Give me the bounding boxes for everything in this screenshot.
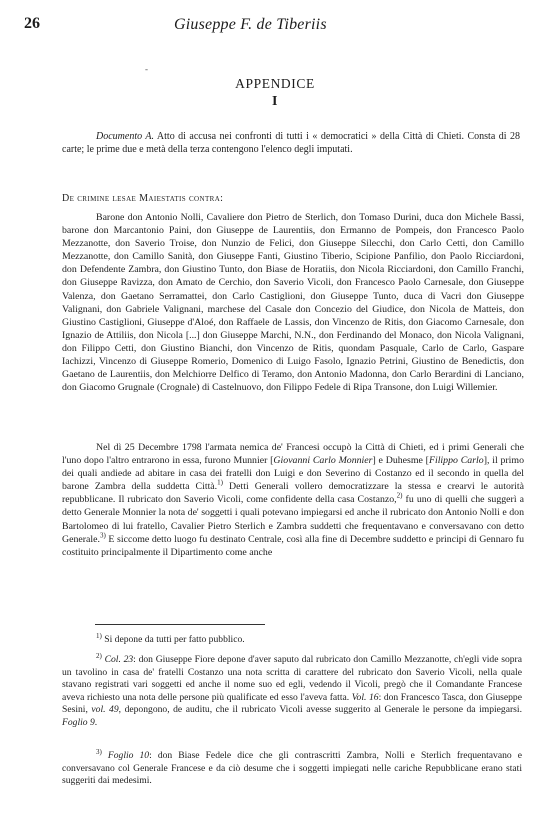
- footnote-text: : don Biase Fedele dice che gli contrascritti Zambra, Nolli e Sterlich frequentavano e conversavano col Generale Francese e da ciò desume che i soggetti impiegati nelle cariche Repubblicane erano stati suggeriti dai medesimi.: [62, 750, 522, 787]
- footnote-source-ref: Vol. 16: [351, 691, 379, 703]
- footnote-3: [62, 747, 522, 788]
- page-header: [24, 15, 526, 37]
- narrative-text: fu uno di quelli che suggerì a detto Generale Monnier la nota de' soggetti i quali potevano impiegarsi ed anche il rubricato don Antonio Nolli e don Bartolomeo di lui fratello, Cavalier Pietro Sterlich e Zambra suddetti che frequentavano e conversavano con detto Generale.: [62, 494, 524, 545]
- document-note: [62, 130, 520, 156]
- stray-mark: -: [145, 64, 148, 74]
- footnote-source-ref: Foglio 10: [107, 750, 150, 761]
- narrative-text: E siccome detto luogo fu destinato Centrale, così alla fine di Decembre suddetto e principi di Gennaro fu costituito principalmente il Dipartimento come anche: [62, 533, 524, 558]
- footnote-text: : don Giuseppe Fiore depone d'aver saputo dal rubricato don Camillo Mezzanotte, ch'egli vide sopra un tavolino in casa de' fratelli Costanzo una nota scritta di carattere del rubricato don Saverio Vicoli, nella quale stavano registrati vari soggetti ed anche il nome suo ed egli, vedendo il Vicoli, pregò che il Comandante Francese aveva richiesto una nota delle persone più qualificate ed esso l'aveva fatta.: [62, 654, 522, 703]
- narrative-text: Nel dì 25 Decembre 1798 l'armata nemica de' Francesi occupò la Città di Chieti, ed i primi Generali che l'uno dopo l'altro entrarono in essa, furono Munnier [: [62, 442, 524, 467]
- footnote-marker: 3): [96, 747, 102, 756]
- footnote-2: [62, 651, 522, 730]
- footnote-reference: 2): [396, 492, 403, 501]
- footnote-text: , depongono, de auditu, che il rubricato Vicoli avesse suggerito al Generale le persone da impiegarsi.: [118, 704, 522, 716]
- document-label: Documento A.: [96, 131, 154, 142]
- footnote-text: .: [94, 716, 98, 728]
- narrative-italic-name: Giovanni Carlo Monnier: [273, 455, 373, 467]
- page-number: 26: [24, 15, 40, 32]
- defendants-paragraph: Barone don Antonio Nolli, Cavaliere don Pietro de Sterlich, don Tomaso Durini, duca don Michele Bassi, barone don Marcantonio Paini, don Giuseppe de Laurentiis, don Ermanno de Pompeis, don Francesco Paolo Mezzanotte, don Saverio Troise, don Nunzio de Felici, don Giuseppe Silecchi, don Carlo Cetti, don Camillo Mezzanotte, don Camillo Sanità, don Giuseppe Fanti, Giustino Tiberio, Scipione Panfilio, don Paolo Ricciardoni, don Defendente Zambra, don Giustino Tunto, don Biase de Horatiis, don Nicola Ricciardoni, don Camillo Franchi, don Giuseppe Ravizza, don Amato de Cerchio, don Saverio Vicoli, don Francesco Paolo Carnesale, don Giuseppe Valenza, don Gaetano Serramattei, don Carlo Castiglioni, don Giuseppe Tunto, duca di Vacri don Giuseppe Valignani, don Gabriele Valignani, marchese del Casale don Concezio del Giudice, don Nicola de Matteis, don Giustino Castiglioni, Giuseppe d'Aloé, don Raffaele de Lassis, don Vincenzo de Ritis, don Giacomo Carnesale, don Ignazio de Attiliis, don Nicola [...] don Giuseppe Marchi, N.N., don Ferdinando del Monaco, don Nicola Valignani, don Filippo Cetti, don Giustino Bianchi, don Vincenzo de Ritis, quondam Pasquale, Carlo de Carlo, Gaspare Iachizzi, Vincenzo di Giuseppe Romerio, Domenico di Luigo Fasolo, Ignazio Petrini, Giustino de Benedictis, don Gaetano de Laurentiis, don Melchiorre Delfico di Teramo, don Antonio Madonna, don Carlo Berardini di Lanciano, don Giacomo Grugnale (Crognale) di Castelnuovo, don Filippo Fedele di Ripa Transone, don Luigi Willemier.: [62, 212, 524, 394]
- appendix-numeral: I: [271, 94, 279, 109]
- document-note-text: Atto di accusa nei confronti di tutti i « democratici » della Città di Chieti. Consta di 28 carte; le prime due e metà della terza contengono l'elenco degli imputati.: [62, 131, 520, 155]
- narrative-text: ], il primo dei quali andiede ad abitare in casa dei fratelli don Luigi e don Severino di Costanzo ed il secondo in quella del barone Zambra della suddetta Città.: [62, 455, 524, 493]
- footnote-source-ref: Foglio 9: [62, 716, 95, 728]
- running-head: Giuseppe F. de Tiberiis: [174, 16, 327, 33]
- narrative-italic-name: Filippo Carlo: [428, 455, 484, 467]
- appendix-title: APPENDICE: [235, 76, 315, 91]
- footnote-reference: 3): [99, 531, 106, 540]
- footnote-reference: 1): [217, 479, 223, 487]
- footnote-text: Si depone da tutti per fatto pubblico.: [101, 634, 245, 645]
- footnote-text: : don Francesco Tasca, don Giuseppe Sesini,: [62, 691, 522, 716]
- footnote-1: [62, 631, 522, 647]
- footnote-marker: 1): [96, 631, 102, 640]
- footnote-source-ref: Col. 23: [104, 654, 134, 665]
- narrative-paragraph: [62, 441, 524, 559]
- footnote-marker: 2): [96, 651, 102, 660]
- footnote-source-ref: vol. 49: [91, 704, 119, 716]
- narrative-text: ] e Duhesme [: [372, 455, 429, 467]
- section-heading: De crimine lesae Maiestatis contra:: [62, 193, 224, 204]
- footnote-divider: [95, 624, 265, 625]
- narrative-text: Detti Generali vollero democratizzare la stessa e crearvi le autorità repubblicane. Il rubricato don Saverio Vicoli, come confidente della casa Costanzo,: [62, 481, 524, 506]
